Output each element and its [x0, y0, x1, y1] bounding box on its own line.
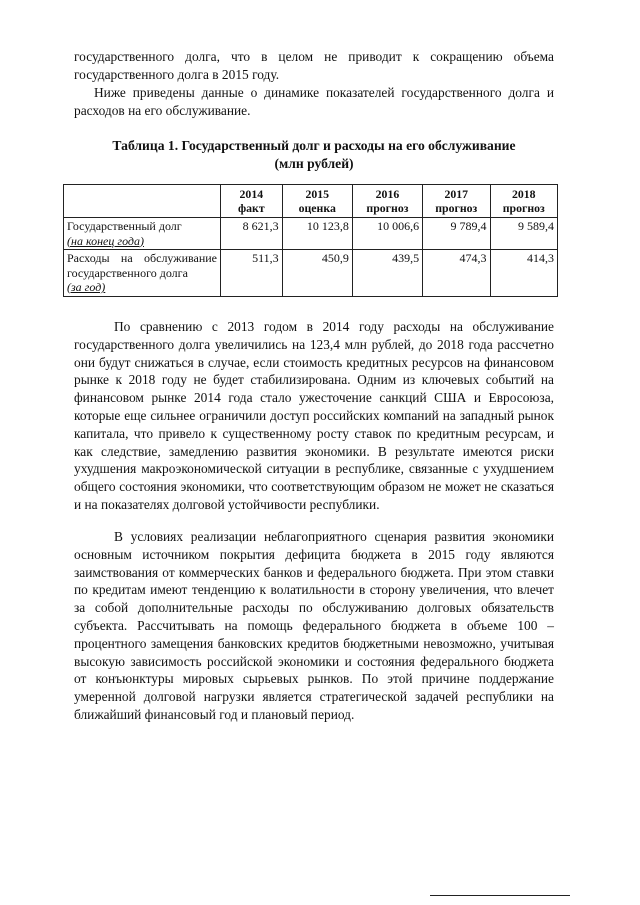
debt-table: [63, 184, 558, 297]
header-kind: прогноз: [502, 201, 545, 215]
table-row: [64, 250, 558, 297]
row-label: Расходы на обслуживание государственного долга: [67, 251, 217, 280]
header-kind: факт: [237, 201, 265, 215]
header-kind: оценка: [298, 201, 336, 215]
value-cell: 9 589,4: [490, 218, 557, 250]
value-cell: 9 789,4: [423, 218, 490, 250]
header-col-2014: [221, 185, 283, 218]
row-sublabel: (за год): [67, 280, 106, 294]
value-cell: 439,5: [352, 250, 422, 297]
header-year: 2017: [444, 187, 469, 201]
header-col-2018: [490, 185, 557, 218]
paragraph-2: Ниже приведены данные о динамике показателей государственного долга и расходов на его обслуживание.: [74, 85, 554, 118]
paragraph-1: государственного долга, что в целом не приводит к сокращению объема государственного долга в 2015 году.: [74, 49, 554, 82]
header-year: 2018: [511, 187, 536, 201]
header-col-2015: [282, 185, 352, 218]
table-row: [64, 218, 558, 250]
footnote-rule: [430, 895, 570, 896]
row-sublabel: (на конец года): [67, 233, 144, 248]
value-cell: 474,3: [423, 250, 490, 297]
row-label-cell: [64, 218, 221, 250]
paragraph-3: По сравнению с 2013 годом в 2014 году расходы на обслуживание государственного долга увеличились на 123,4 млн рублей, до 2018 года рассчетно они будут снижаться в случае, если стоимость кредитных ресурсов на финансовом рынке к 2018 году не будет стабилизирована. Одним из ключевых событий на финансовом рынке 2014 года стало ужесточение санкций США и Евросоюза, которые еще сильнее ограничили доступ российских компаний на западный рынок капитала, что привело к существенному росту ставок по кредитным ресурсам, и как следствие, замедлению развития экономики. В результате имеются риски ухудшения макроэкономической ситуации в республике, связанные с ухудшением общего состояния экономики, что соответствующим образом не может не сказаться и на показателях долговой устойчивости республики.: [74, 319, 554, 512]
header-year: 2015: [305, 187, 330, 201]
table-title: [74, 137, 554, 173]
header-col-2016: [352, 185, 422, 218]
paragraph-4: В условиях реализации неблагоприятного сценария развития экономики основным источником покрытия дефицита бюджета в 2015 году являются заимствования от коммерческих банков и федерального бюджета. При этом ставки по кредитам имеют тенденцию к волатильности в сторону увеличения, что влечет за собой дополнительные расходы по обслуживанию долговых обязательств субъекта. Рассчитывать на помощь федерального бюджета в объеме 100 – процентного замещения банковских кредитов бюджетными невозможно, учитывая высокую зависимость российской экономики и состояния федерального бюджета от конъюнктуры мировых сырьевых рынков. По этой причине поддержание умеренной долговой нагрузки является стратегической задачей республики на ближайший финансовый год и плановый период.: [74, 529, 554, 722]
value-cell: 450,9: [282, 250, 352, 297]
value-cell: 8 621,3: [221, 218, 283, 250]
header-year: 2014: [239, 187, 264, 201]
header-col-2017: [423, 185, 490, 218]
row-label-cell: [64, 250, 221, 297]
header-kind: прогноз: [435, 201, 478, 215]
table-title-line-2: (млн рублей): [274, 156, 354, 171]
value-cell: 10 006,6: [352, 218, 422, 250]
table-title-line-1: Таблица 1. Государственный долг и расходы на его обслуживание: [112, 138, 516, 153]
value-cell: 511,3: [221, 250, 283, 297]
header-kind: прогноз: [366, 201, 409, 215]
value-cell: 414,3: [490, 250, 557, 297]
value-cell: 10 123,8: [282, 218, 352, 250]
table-header-row: [64, 185, 558, 218]
row-label: Государственный долг: [67, 219, 182, 233]
header-year: 2016: [375, 187, 400, 201]
header-empty-cell: [64, 185, 221, 218]
